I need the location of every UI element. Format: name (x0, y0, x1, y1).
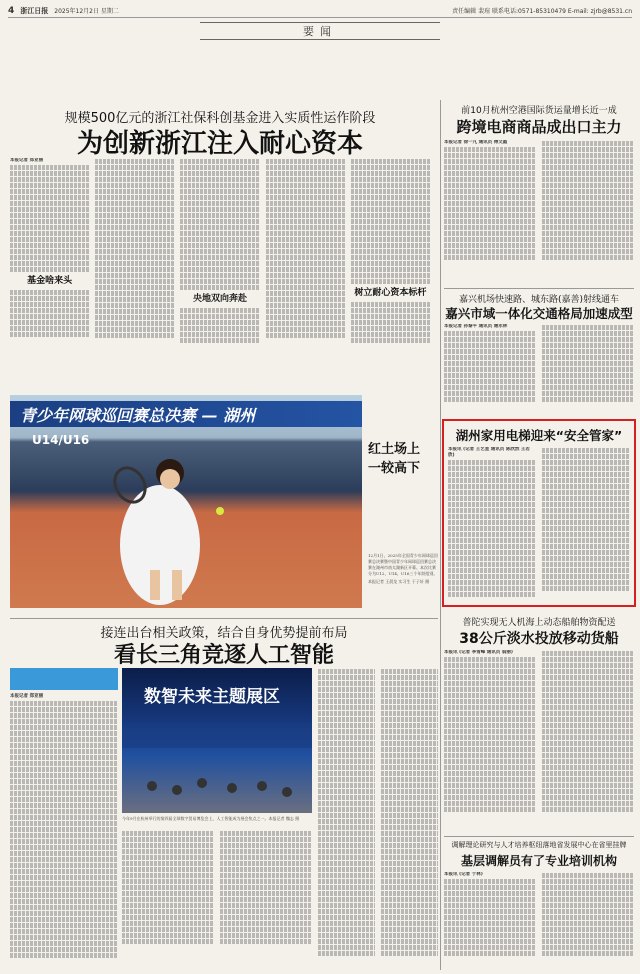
elevator-article-highlight (442, 419, 636, 607)
page-number: 4 (8, 5, 15, 16)
elevator-title: 湖州家用电梯迎来“安全管家” (455, 428, 623, 443)
jiaxing-col-2 (542, 324, 634, 414)
commerce-col-2 (542, 140, 634, 280)
elevator-col-1 (448, 447, 536, 603)
drone-byline: 本报讯 (记者 李雪峰 通讯员 翁丽) (444, 650, 513, 655)
issue-date: 2025年12月2日 星期二 (54, 8, 119, 15)
ai-photo (122, 668, 312, 813)
photo-headline-1: 红土场上 (368, 442, 421, 457)
ai-body-mid (122, 830, 312, 966)
training-byline: 本报讯 (记者 于林) (444, 872, 483, 877)
banner-text: 青少年网球巡回赛总决赛 — 湖州 (20, 405, 256, 425)
commerce-subtitle: 前10月杭州空港国际货运量增长近一成 (461, 106, 617, 116)
exhibition-hall (122, 668, 312, 813)
main-col-4 (266, 158, 345, 388)
ai-body-left (10, 668, 118, 966)
photo-caption-text: 12月1日，2025年全国青少年网球巡回赛总决赛暨中国青少年网球巡回赛总决赛在湖州市南太湖新区开幕。本次比赛分为U12、U14、U16三个年龄组别。 (368, 553, 438, 576)
training-subtitle: 调解理论研究与人才培养枢纽落地省发展中心在省里挂牌 (451, 841, 627, 849)
photo-caption (368, 553, 438, 585)
ai-photo-label: 数智未来主题展区 (144, 687, 280, 707)
training-col-2 (542, 872, 634, 968)
training-col-1 (444, 872, 536, 968)
main-col-3 (180, 158, 259, 388)
jiaxing-subtitle: 嘉兴机场快速路、城东路(嘉善)射线通车 (458, 295, 620, 305)
jiaxing-byline: 本报记者 孙黎平 通讯员 谢永林 (444, 324, 508, 329)
jiaxing-title: 嘉兴市域一体化交通格局加速成型 (445, 306, 633, 321)
commerce-body (444, 140, 634, 280)
training-title: 基层调解员有了专业培训机构 (460, 854, 617, 868)
editor-info: 责任编辑 裴瑄 联系电话:0571-85310479 E-mail: zjrb@8531.cn (452, 8, 632, 15)
jiaxing-col-1 (444, 324, 536, 414)
main-col-2 (95, 158, 174, 388)
main-col-1 (10, 158, 89, 388)
main-subtitle: 规模500亿元的浙江社保科创基金进入实质性运作阶段 (64, 111, 376, 126)
drone-subtitle: 普陀实现无人机海上动态船舶物资配送 (462, 618, 616, 628)
jiaxing-body (444, 324, 634, 414)
ai-subtitle: 接连出台相关政策，结合自身优势提前布局 (100, 626, 348, 641)
ai-photo-caption: 今年9月在杭州举行的第四届全球数字贸易博览会上，人工智能成为展会焦点之一。本报记者 魏志 摄 (122, 816, 300, 821)
ai-logo (10, 668, 118, 690)
photo-headline (368, 438, 438, 476)
player-figure (10, 395, 362, 608)
commerce-col-1 (444, 140, 536, 280)
main-subhead-2: 央地双向奔赴 (193, 294, 248, 304)
photo-headline-2: 一较高下 (368, 461, 421, 476)
ai-col-4 (318, 668, 375, 966)
jiaxing-rule (444, 288, 634, 289)
drone-col-2 (542, 650, 634, 830)
ai-body-right (318, 668, 438, 966)
ai-col-1 (10, 668, 118, 966)
ai-title: 看长三角竞逐人工智能 (113, 643, 334, 668)
paper-name: 浙江日报 (20, 6, 49, 15)
main-body (10, 158, 430, 388)
elevator-col-2 (542, 447, 630, 603)
drone-body (444, 650, 634, 830)
main-subhead-1: 基金啥来头 (27, 276, 73, 286)
main-col-5 (351, 158, 430, 388)
right-divider (440, 100, 441, 970)
elevator-body (448, 447, 630, 603)
ai-col-2 (122, 830, 214, 966)
elevator-byline: 本报讯 (记者 王艺星 通讯员 陈欣然 王若欣) (448, 447, 530, 458)
ai-col-5 (381, 668, 438, 966)
banner-sub: U14/U16 (32, 433, 90, 447)
training-body (444, 872, 634, 968)
drone-title: 38公斤淡水投放移动货船 (459, 631, 619, 647)
ai-byline: 本报记者 郑亚丽 (10, 694, 44, 699)
photo-credit: 本报记者 王晨龙 实习生 于子轩 摄 (368, 579, 430, 584)
main-subhead-3: 树立耐心资本标杆 (354, 288, 427, 298)
main-byline: 本报记者 郑亚丽 (10, 158, 44, 163)
commerce-title: 跨境电商商品成出口主力 (456, 118, 622, 136)
ai-top-rule (10, 618, 438, 619)
tennis-photo (10, 395, 362, 608)
commerce-byline: 本报记者 徐一凡 通讯员 傅文霞 (444, 140, 508, 145)
section-label: 要闻 (200, 22, 440, 40)
ai-col-3 (220, 830, 312, 966)
masthead (8, 4, 632, 18)
drone-col-1 (444, 650, 536, 830)
main-title: 为创新浙江注入耐心资本 (76, 129, 363, 159)
training-rule (444, 836, 634, 837)
